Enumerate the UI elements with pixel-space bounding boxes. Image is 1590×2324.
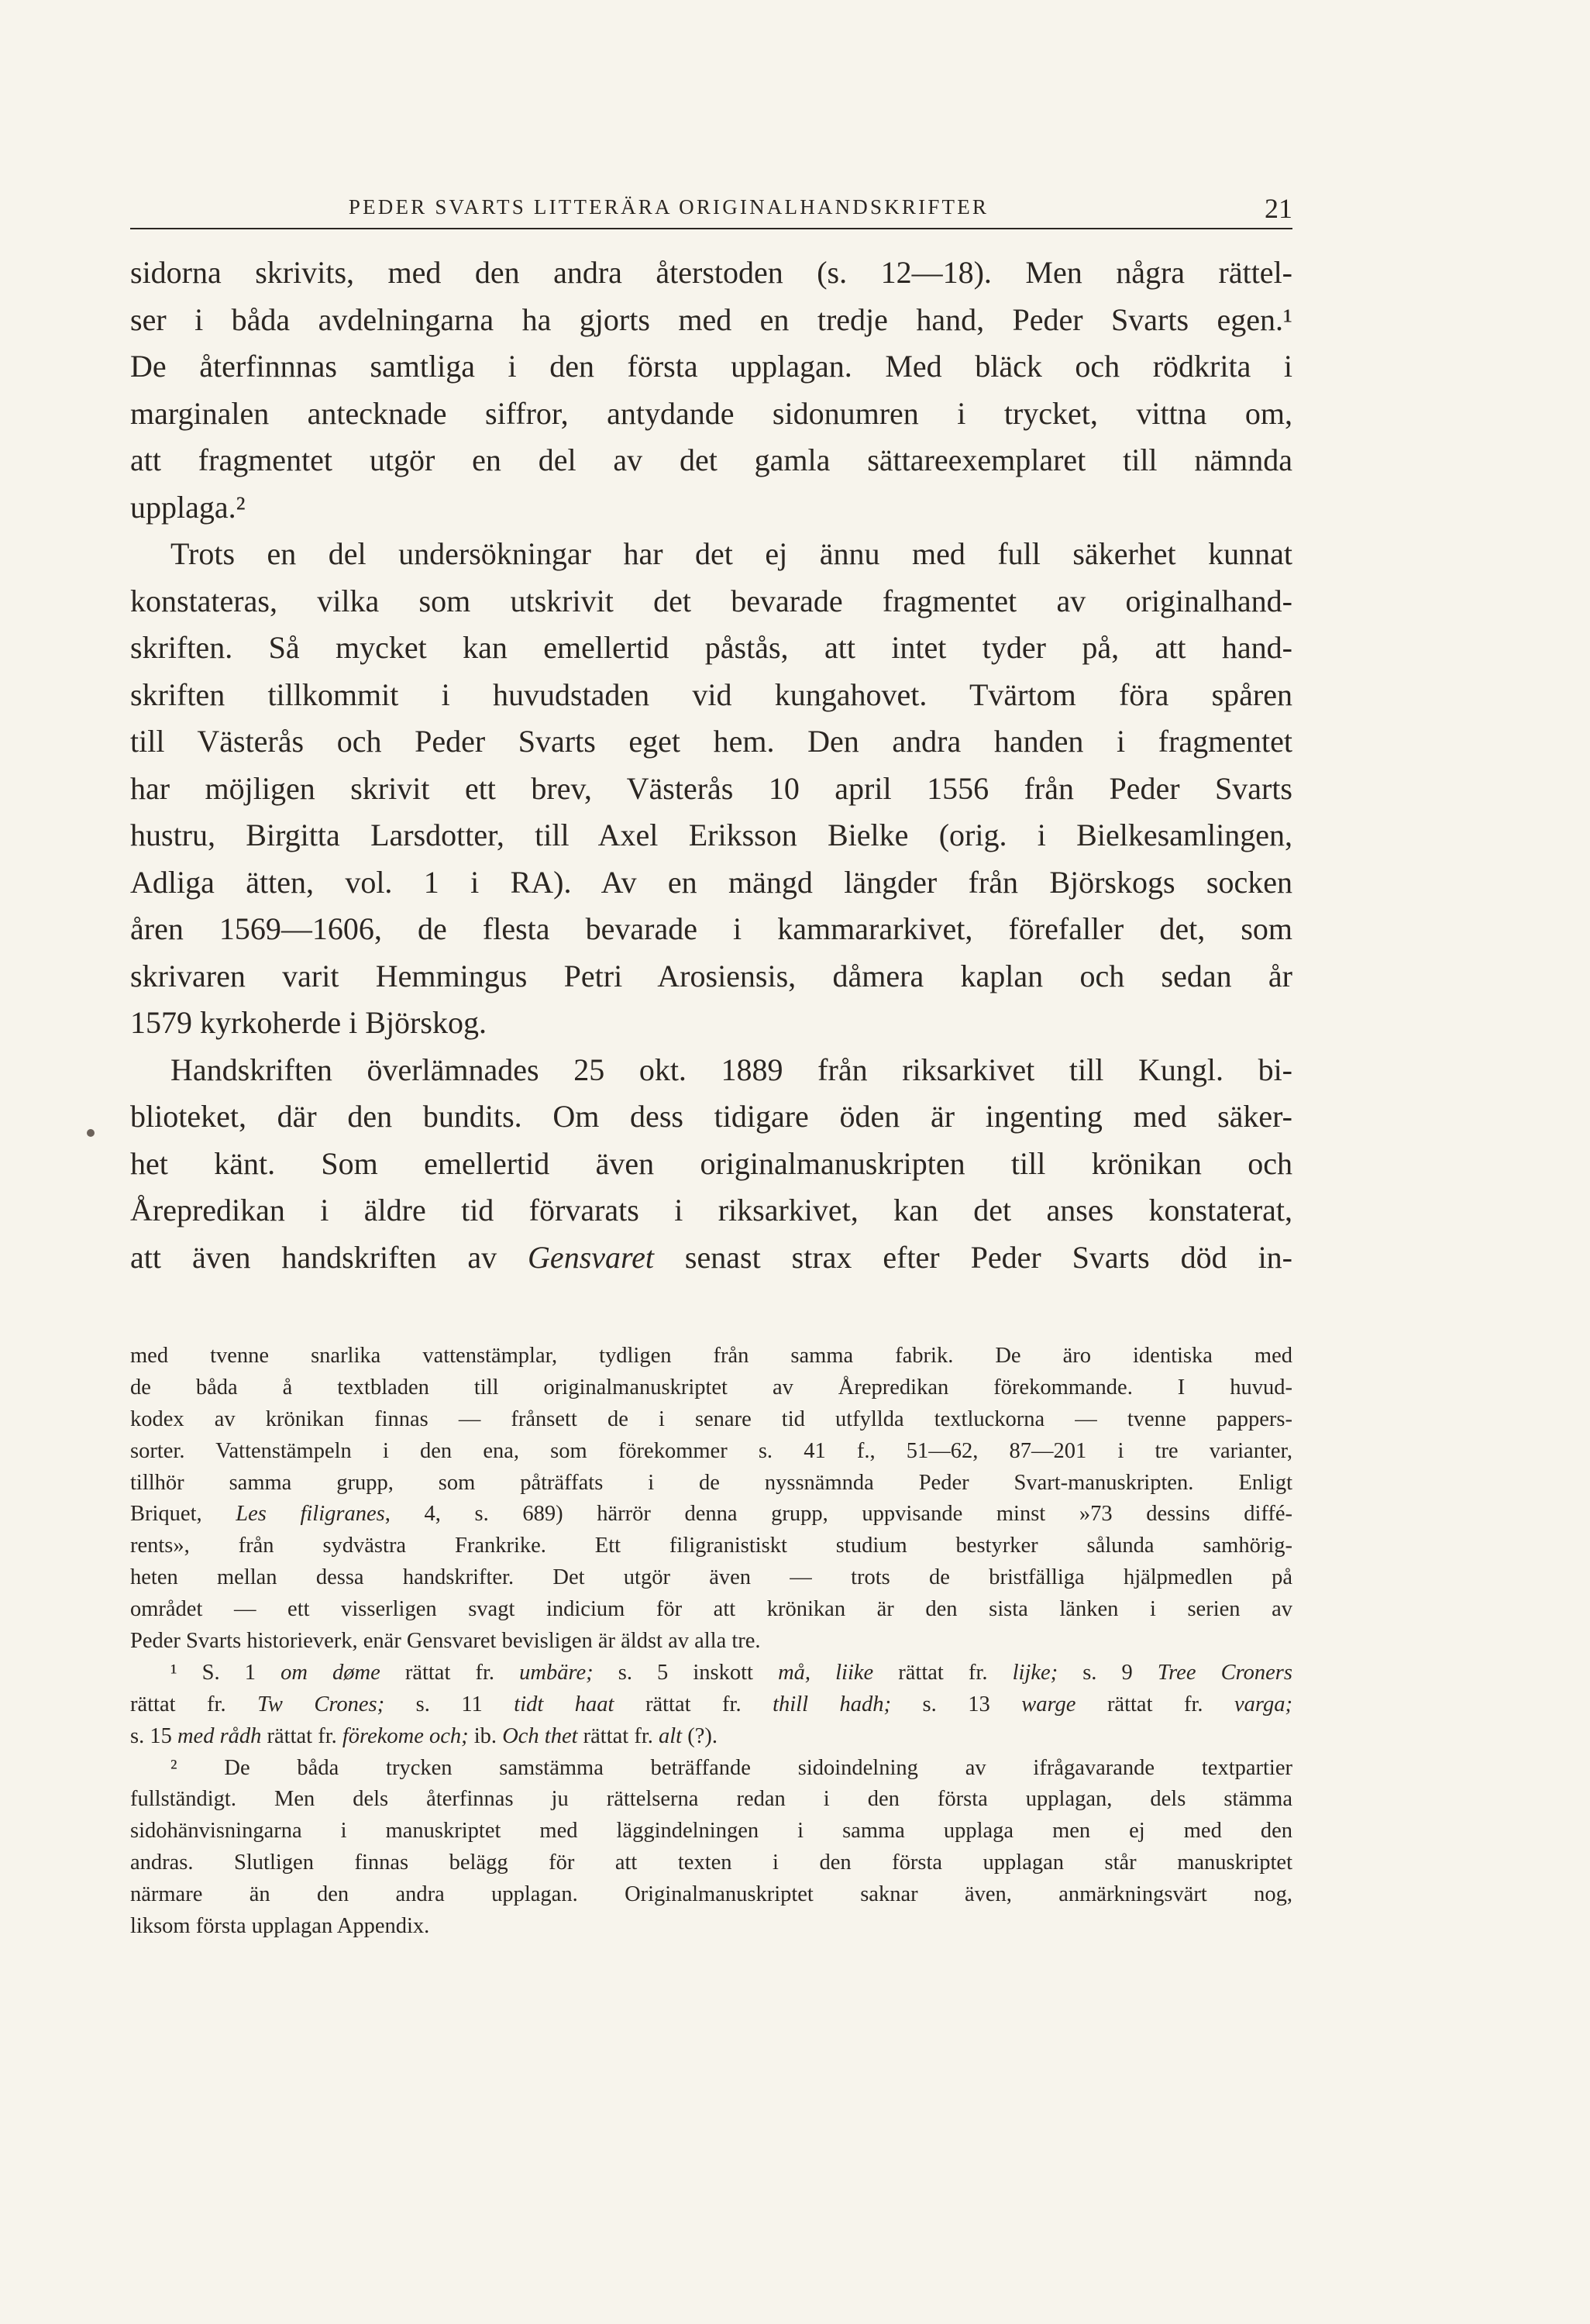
text-line: blioteket, där den bundits. Om dess tidigare öden är ingenting med säker- (130, 1099, 1292, 1134)
footnote-line: fullständigt. Men dels återfinnas ju rättelserna redan i den första upplagan, dels stämma (130, 1787, 1292, 1812)
footnote-line: andras. Slutligen finnas belägg för att texten i den första upplagan står manuskriptet (130, 1851, 1292, 1875)
footnotes (130, 1341, 1292, 1943)
text-line: het känt. Som emellertid även originalmanuskripten till krönikan och (130, 1145, 1292, 1181)
page-header (130, 192, 1292, 229)
text-line: hustru, Birgitta Larsdotter, till Axel Eriksson Bielke (orig. i Bielkesamlingen, (130, 818, 1292, 852)
footnote-line: området — ett visserligen svagt indicium för att krönikan är den sista länken i serien av (130, 1597, 1292, 1622)
footnote-line: tillhör samma grupp, som påträffats i de nyssnämnda Peder Svart-manuskripten. Enligt (130, 1470, 1292, 1495)
footnote-line: närmare än den andra upplagan. Originalmanuskriptet saknar även, anmärkningsvärt nog, (130, 1882, 1292, 1907)
text-line: Handskriften överlämnades 25 okt. 1889 från riksarkivet till Kungl. bi- (170, 1052, 1292, 1087)
footnote-line: Peder Svarts historieverk, enär Gensvaret bevisligen är äldst av alla tre. (130, 1629, 761, 1654)
text-line: Trots en del undersökningar har det ej ännu med full säkerhet kunnat (170, 536, 1292, 571)
footnote-line: heten mellan dessa handskrifter. Det utgör även — trots de bristfälliga hjälpmedlen på (130, 1565, 1292, 1590)
text-line: att fragmentet utgör en del av det gamla sättareexemplaret till nämnda (130, 442, 1292, 477)
text-line: Årepredikan i äldre tid förvarats i riksarkivet, kan det anses konstaterat, (130, 1193, 1292, 1227)
text-line: 1579 kyrkoherde i Björskog. (130, 1005, 487, 1040)
page-number: 21 (1265, 193, 1292, 224)
text-line: De återfinnnas samtliga i den första upplagan. Med bläck och rödkrita i (130, 349, 1292, 384)
running-head: PEDER SVARTS LITTERÄRA ORIGINALHANDSKRIFTER (348, 195, 989, 219)
text-line: har möjligen skrivit ett brev, Västerås 10 april 1556 från Peder Svarts (130, 770, 1292, 806)
footnote-line: rättat fr. Tw Crones; s. 11 tidt haat rättat fr. thill hadh; s. 13 warge rättat fr. varga; (130, 1692, 1292, 1716)
footnote-line: sidohänvisningarna i manuskriptet med läggindelningen i samma upplaga men ej med den (130, 1819, 1292, 1844)
footnote-line: med tvenne snarlika vattenstämplar, tydligen från samma fabrik. De äro identiska med (130, 1344, 1292, 1368)
text-line: åren 1569—1606, de flesta bevarade i kammararkivet, förefaller det, som (130, 911, 1292, 946)
footnote-line: s. 15 med rådh rättat fr. förekome och; ib. Och thet rättat fr. alt (?). (130, 1723, 718, 1748)
text-line: skrivaren varit Hemmingus Petri Arosiensis, dåmera kaplan och sedan år (130, 958, 1292, 993)
footnote-line: de båda å textbladen till originalmanuskriptet av Årepredikan förekommande. I huvud- (130, 1375, 1292, 1400)
footnote-line: kodex av krönikan finnas — frånsett de i senare tid utfyllda textluckorna — tvenne pappers- (130, 1406, 1292, 1431)
footnote-line: ² De båda trycken samstämma beträffande sidoindelning av ifrågavarande textpartier (170, 1755, 1292, 1780)
footnote-line: sorter. Vattenstämpeln i den ena, som förekommer s. 41 f., 51—62, 87—201 i tre varianter, (130, 1438, 1292, 1463)
footnote-line: Briquet, Les filigranes, 4, s. 689) härrör denna grupp, uppvisande minst »73 dessins diffé- (130, 1502, 1292, 1527)
text-line: sidorna skrivits, med den andra återstoden (s. 12—18). Men några rättel- (130, 255, 1292, 290)
text-line: konstateras, vilka som utskrivit det bevarade fragmentet av originalhand- (130, 583, 1292, 618)
footnote-line: liksom första upplagan Appendix. (130, 1914, 430, 1939)
text-line: till Västerås och Peder Svarts eget hem. Den andra handen i fragmentet (130, 724, 1292, 759)
margin-mark (87, 1129, 95, 1137)
text-line: Adliga ätten, vol. 1 i RA). Av en mängd längder från Björskogs socken (130, 864, 1292, 900)
footnote-line: ¹ S. 1 om døme rättat fr. umbäre; s. 5 inskott må, liike rättat fr. lijke; s. 9 Tree Croners (170, 1660, 1292, 1685)
text-line: upplaga.² (130, 489, 246, 525)
text-line: att även handskriften av Gensvaret senast strax efter Peder Svarts död in- (130, 1239, 1292, 1275)
footnote-line: rents», från sydvästra Frankrike. Ett filigranistiskt studium bestyrker sålunda samhörig- (130, 1534, 1292, 1558)
text-line: skriften tillkommit i huvudstaden vid kungahovet. Tvärtom föra spåren (130, 677, 1292, 712)
main-text (130, 250, 1292, 1281)
text-line: skriften. Så mycket kan emellertid påstås, att intet tyder på, att hand- (130, 630, 1292, 665)
text-line: ser i båda avdelningarna ha gjorts med en tredje hand, Peder Svarts egen.¹ (130, 301, 1292, 337)
text-line: marginalen antecknade siffror, antydande sidonumren i trycket, vittna om, (130, 395, 1292, 431)
